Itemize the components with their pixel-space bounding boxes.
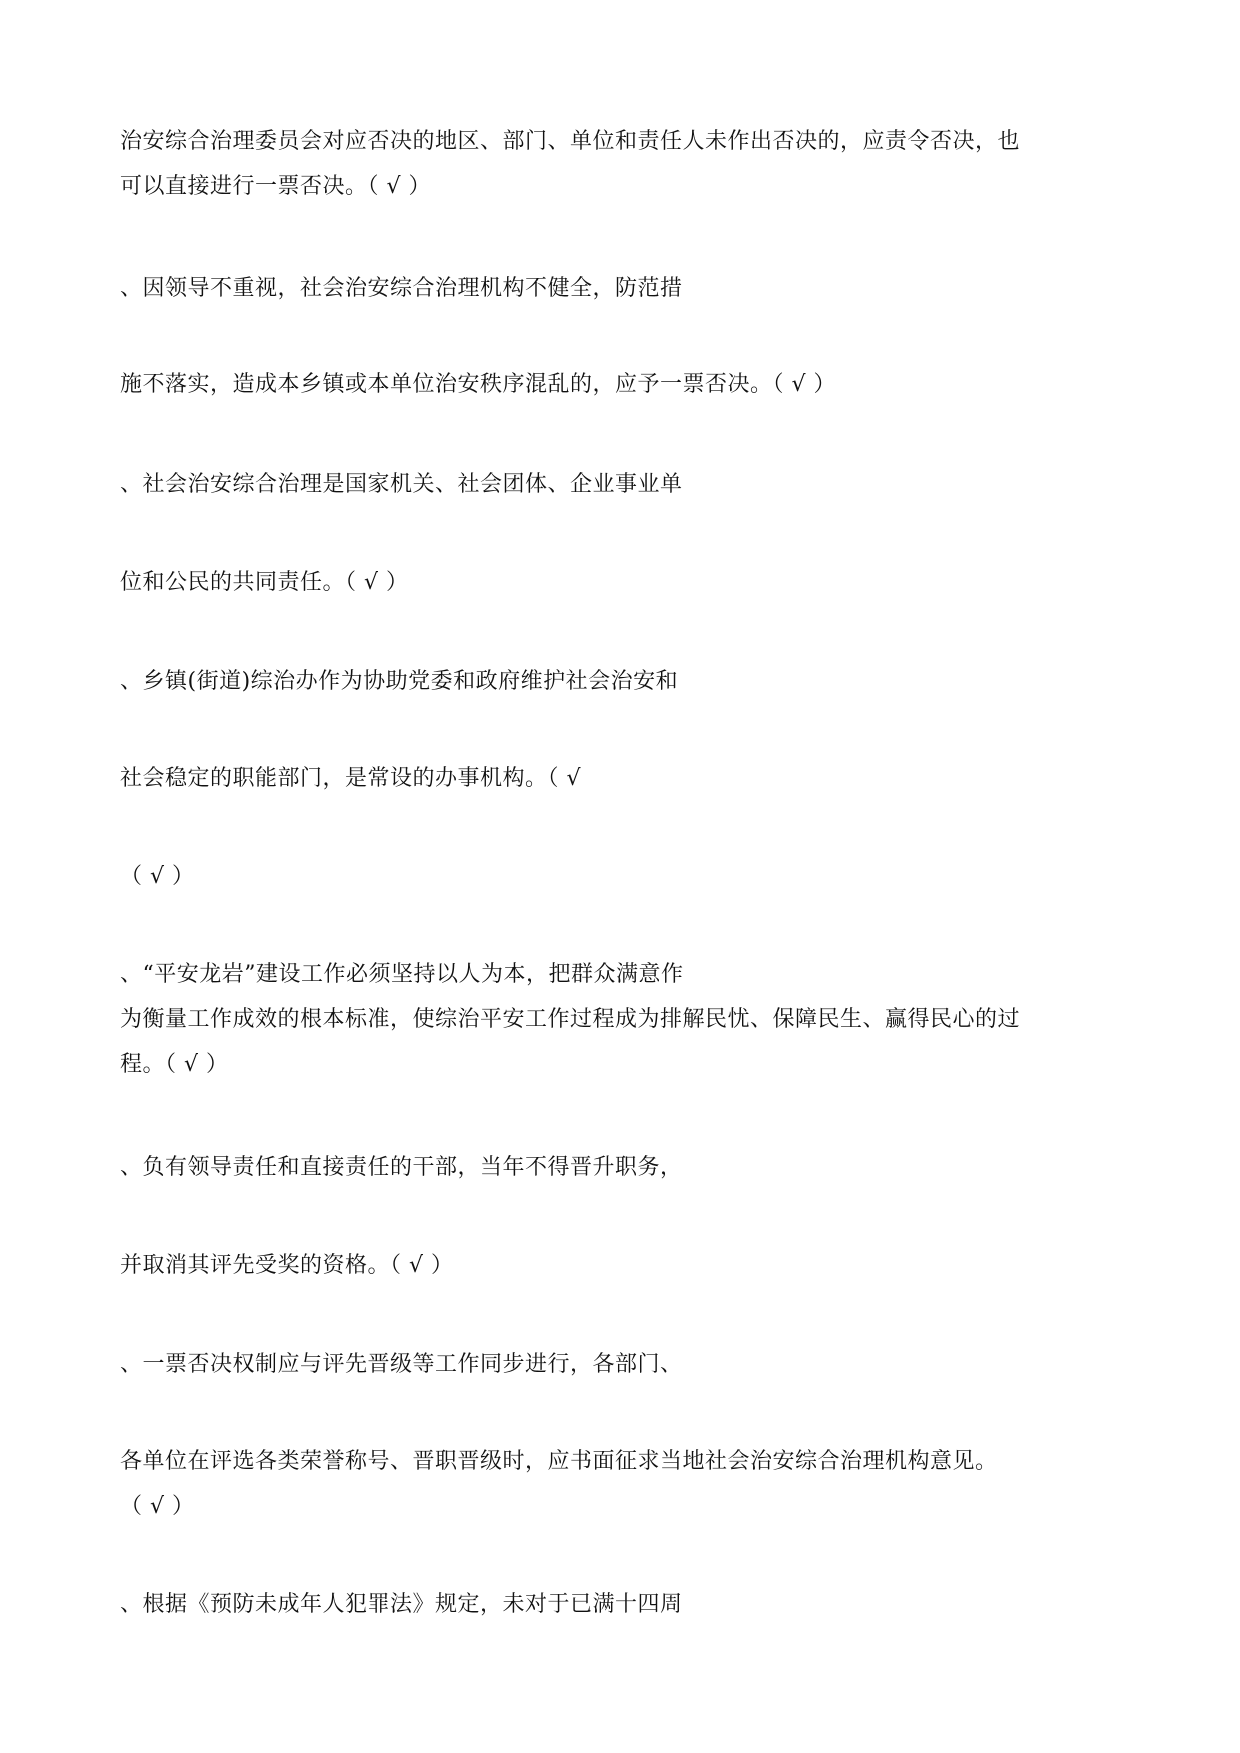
text-line: 、负有领导责任和直接责任的干部，当年不得晋升职务， [120, 1155, 683, 1180]
text-line: 社会稳定的职能部门，是常设的办事机构。（ √ [120, 766, 582, 791]
text-line: 、一票否决权制应与评先晋级等工作同步进行，各部门、 [120, 1352, 683, 1377]
text-line: （ √ ） [120, 864, 195, 889]
text-line: 各单位在评选各类荣誉称号、晋职晋级时，应书面征求当地社会治安综合治理机构意见。 [120, 1449, 998, 1474]
text-line: 为衡量工作成效的根本标准，使综治平安工作过程成为排解民忧、保障民生、赢得民心的过 [120, 1007, 1021, 1032]
text-line: 、“平安龙岩”建设工作必须坚持以人为本，把群众满意作 [120, 962, 684, 987]
text-line: 位和公民的共同责任。（ √ ） [120, 570, 409, 595]
text-line: （ √ ） [120, 1494, 195, 1519]
text-line: 治安综合治理委员会对应否决的地区、部门、单位和责任人未作出否决的，应责令否决，也 [120, 129, 1021, 154]
text-line: 、因领导不重视，社会治安综合治理机构不健全，防范措 [120, 276, 683, 301]
text-line: 可以直接进行一票否决。（ √ ） [120, 174, 432, 199]
text-line: 、根据《预防未成年人犯罪法》规定，未对于已满十四周 [120, 1592, 683, 1617]
text-line: 程。（ √ ） [120, 1052, 229, 1077]
text-line: 、乡镇(街道)综治办作为协助党委和政府维护社会治安和 [120, 669, 679, 694]
text-line: 、社会治安综合治理是国家机关、社会团体、企业事业单 [120, 472, 683, 497]
text-line: 并取消其评先受奖的资格。（ √ ） [120, 1253, 454, 1278]
text-line: 施不落实，造成本乡镇或本单位治安秩序混乱的，应予一票否决。（ √ ） [120, 372, 837, 397]
